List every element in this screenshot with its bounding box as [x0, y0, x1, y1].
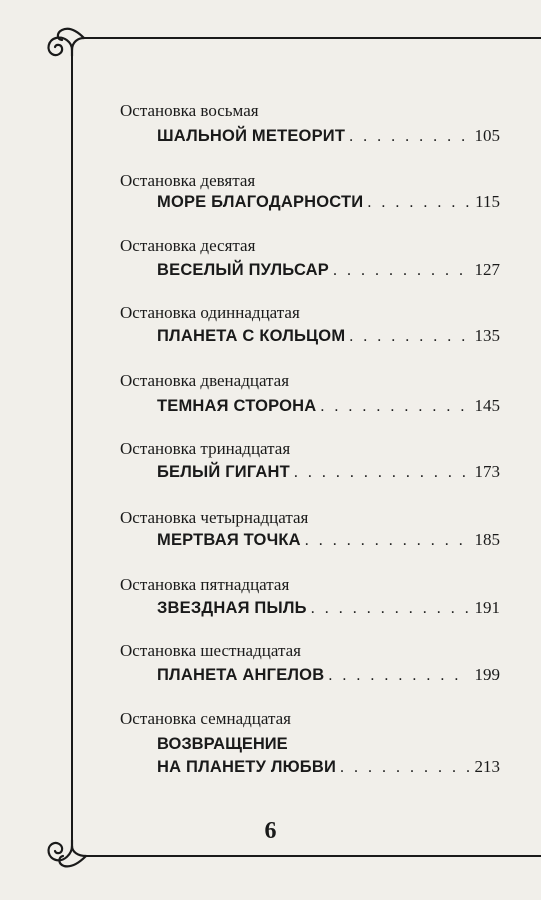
page-ref: 191 [474, 598, 500, 617]
leader-dots [328, 665, 468, 687]
chapter-title: МЕРТВАЯ ТОЧКА [157, 531, 301, 549]
chapter-title: ЗВЕЗДНАЯ ПЫЛЬ [157, 599, 307, 617]
chapter-title-line1: ВОЗВРАЩЕНИЕ [157, 735, 288, 753]
stop-label: Остановка четырнадцатая [120, 508, 309, 527]
toc-title-row [157, 461, 500, 484]
toc-title-row [157, 664, 500, 687]
chapter-title: НА ПЛАНЕТУ ЛЮБВИ [157, 758, 337, 776]
stop-label: Остановка тринадцатая [120, 439, 291, 458]
toc-title-row [157, 529, 500, 552]
leader-dots [320, 396, 468, 418]
leader-dots [349, 126, 468, 148]
toc-title-row [157, 597, 500, 620]
stop-label: Остановка восьмая [120, 101, 259, 120]
page-ref: 115 [475, 192, 500, 211]
leader-dots [311, 598, 469, 620]
chapter-title: БЕЛЫЙ ГИГАНТ [157, 463, 290, 481]
page-ref: 145 [474, 396, 500, 415]
toc-title-row [157, 756, 500, 779]
leader-dots [333, 260, 469, 282]
toc-title-row [157, 395, 500, 418]
page-ref: 213 [474, 757, 500, 776]
chapter-title: МОРЕ БЛАГОДАРНОСТИ [157, 193, 364, 211]
page-ref: 135 [474, 326, 500, 345]
chapter-title: ТЕМНАЯ СТОРОНА [157, 397, 317, 415]
stop-label: Остановка шестнадцатая [120, 641, 301, 660]
toc-title-row [157, 259, 500, 282]
toc-title-row [157, 325, 500, 348]
leader-dots [294, 462, 469, 484]
toc-title-row [157, 191, 500, 214]
page-ref: 173 [474, 462, 500, 481]
leader-dots [349, 326, 468, 348]
leader-dots [367, 192, 469, 214]
stop-label: Остановка десятая [120, 236, 256, 255]
leader-dots [340, 757, 468, 779]
page-ref: 199 [474, 665, 500, 684]
stop-label: Остановка пятнадцатая [120, 575, 290, 594]
stop-label: Остановка семнадцатая [120, 709, 291, 728]
page-ref: 127 [474, 260, 500, 279]
page-number: 6 [264, 818, 277, 844]
chapter-title: ПЛАНЕТА АНГЕЛОВ [157, 666, 325, 684]
toc-title-row [157, 125, 500, 148]
page-ref: 185 [474, 530, 500, 549]
stop-label: Остановка девятая [120, 171, 256, 190]
chapter-title: ШАЛЬНОЙ МЕТЕОРИТ [157, 127, 346, 145]
stop-label: Остановка одиннадцатая [120, 303, 300, 322]
leader-dots [305, 530, 469, 552]
stop-label: Остановка двенадцатая [120, 371, 290, 390]
chapter-title: ПЛАНЕТА С КОЛЬЦОМ [157, 327, 346, 345]
page-ref: 105 [474, 126, 500, 145]
chapter-title: ВЕСЕЛЫЙ ПУЛЬСАР [157, 261, 329, 279]
